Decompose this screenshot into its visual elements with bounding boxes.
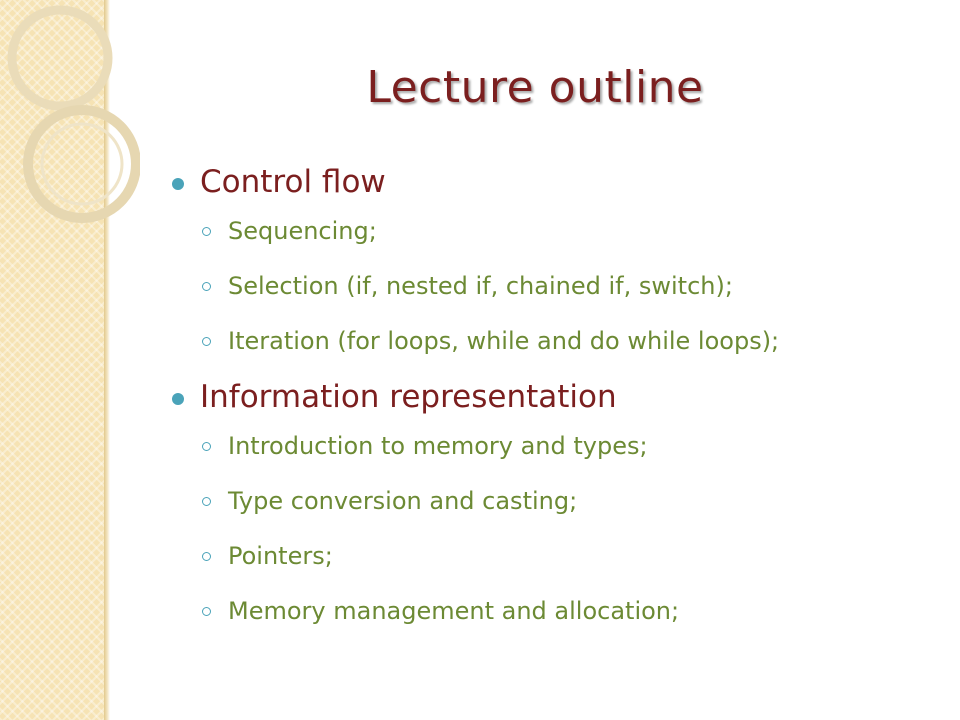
bullet-ring-icon	[202, 607, 211, 616]
outline-heading-label: Information representation	[200, 379, 617, 415]
outline-item	[172, 539, 942, 573]
bullet-ring-icon	[202, 497, 211, 506]
bullet-ring-icon	[202, 552, 211, 561]
bullet-dot-icon	[172, 393, 184, 405]
slide-title: Lecture outline	[366, 62, 704, 113]
bullet-ring-icon	[202, 282, 211, 291]
outline-heading-label: Control flow	[200, 164, 386, 200]
bullet-ring-icon	[202, 337, 211, 346]
outline-item-label: Memory management and allocation;	[228, 597, 680, 625]
outline-item	[172, 429, 942, 463]
outline-item-label: Selection (if, nested if, chained if, switch);	[228, 272, 733, 300]
outline-item	[172, 269, 942, 303]
outline-item-label: Sequencing;	[228, 217, 377, 245]
decorative-ring-lower-inner	[42, 124, 122, 204]
outline-heading-control-flow	[172, 160, 942, 204]
decorative-ring-lower	[28, 110, 136, 218]
decorative-rings	[0, 0, 140, 260]
decorative-ring-upper	[12, 10, 108, 106]
bullet-ring-icon	[202, 227, 211, 236]
outline-heading-information-representation	[172, 375, 942, 419]
outline-item-label: Iteration (for loops, while and do while loops);	[228, 327, 780, 355]
bullet-ring-icon	[202, 442, 211, 451]
outline-item	[172, 594, 942, 628]
outline-item-label: Pointers;	[228, 542, 333, 570]
outline-list	[172, 160, 942, 628]
outline-item	[172, 324, 942, 358]
outline-item-label: Type conversion and casting;	[228, 487, 578, 515]
outline-item	[172, 484, 942, 518]
outline-item-label: Introduction to memory and types;	[228, 432, 648, 460]
bullet-dot-icon	[172, 178, 184, 190]
outline-item	[172, 214, 942, 248]
